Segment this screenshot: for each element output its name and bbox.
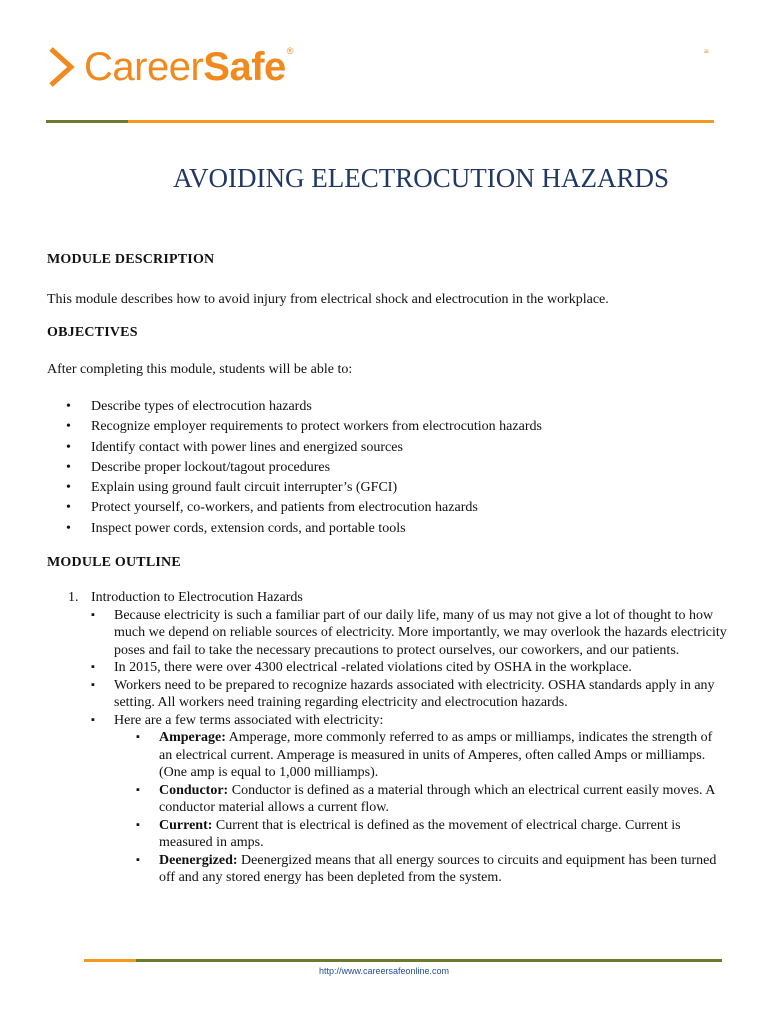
outline-point: ▪ Workers need to be prepared to recognize hazards associated with electricity. OSHA standards apply in any setting. All workers need training regarding electricity and electrocution hazards.	[91, 677, 715, 710]
term: Current:	[159, 817, 213, 833]
outline-point: ▪ Here are a few terms associated with electricity:	[91, 712, 384, 728]
list-item: • Describe types of electrocution hazards	[47, 397, 542, 417]
list-item: • Describe proper lockout/tagout procedures	[47, 458, 542, 478]
square-bullet-icon: ▪	[136, 818, 140, 831]
header-rule-green	[46, 120, 128, 123]
square-bullet-icon: ▪	[136, 853, 140, 866]
definition: Current that is electrical is defined as the movement of electrical charge. Current is measured in amps.	[159, 817, 681, 850]
careersafe-logo	[46, 42, 293, 92]
outline-item	[47, 589, 727, 607]
outline-number: 1.	[68, 590, 79, 605]
list-item: • Explain using ground fault circuit interrupter’s (GFCI)	[47, 478, 542, 498]
objectives-intro: After completing this module, students will be able to:	[47, 362, 353, 377]
module-description-text: This module describes how to avoid injury from electrical shock and electrocution in the workplace.	[47, 292, 609, 307]
module-outline-heading: MODULE OUTLINE	[47, 555, 181, 570]
footer-website-link[interactable]: http://www.careersafeonline.com	[318, 966, 450, 976]
header-rule-orange	[128, 120, 714, 123]
term-definition	[47, 782, 727, 817]
term-definition	[47, 817, 727, 852]
square-bullet-icon: ▪	[91, 661, 95, 673]
outline-point: ▪ Because electricity is such a familiar part of our daily life, many of us may not give a lot of thought to how much we depend on reliable sources of electricity. More importantly, we may overlook the hazards electricity poses and fail to take the necessary precautions to protect ourselves, our coworkers, and our patients.	[91, 607, 727, 658]
corner-mark: ≡	[704, 47, 709, 56]
term-definition	[47, 852, 727, 887]
list-item: • Identify contact with power lines and energized sources	[47, 438, 542, 458]
term: Deenergized:	[159, 852, 238, 868]
outline-item-label: Introduction to Electrocution Hazards	[91, 590, 303, 605]
square-bullet-icon: ▪	[91, 608, 95, 621]
objectives-list	[47, 397, 542, 539]
square-bullet-icon: ▪	[136, 731, 140, 743]
footer-rule-orange	[84, 959, 136, 962]
logo-wordmark: CareerSafe®	[84, 45, 293, 89]
term-definition	[47, 729, 727, 782]
term: Amperage:	[159, 730, 226, 745]
square-bullet-icon: ▪	[91, 678, 95, 691]
chevron-right-icon	[46, 45, 76, 89]
list-item: • Recognize employer requirements to protect workers from electrocution hazards	[47, 417, 542, 437]
definition: Deenergized means that all energy sources to circuits and equipment has been turned off and any stored energy has been depleted from the system.	[159, 852, 717, 885]
module-outline	[47, 589, 727, 887]
definition: Conductor is defined as a material through which an electrical current easily moves. A conductor material allows a current flow.	[159, 782, 715, 815]
objectives-heading: OBJECTIVES	[47, 325, 138, 340]
module-description-heading: MODULE DESCRIPTION	[47, 252, 215, 267]
outline-point: ▪ In 2015, there were over 4300 electrical -related violations cited by OSHA in the workplace.	[91, 660, 632, 675]
definition: Amperage, more commonly referred to as amps or milliamps, indicates the strength of an electrical current. Amperage is measured in units of Amperes, often called Amps or milliamps. (One amp is equal to 1,000 milliamps).	[159, 730, 713, 780]
square-bullet-icon: ▪	[91, 713, 95, 726]
list-item: • Protect yourself, co-workers, and patients from electrocution hazards	[47, 498, 542, 518]
term: Conductor:	[159, 782, 229, 798]
square-bullet-icon: ▪	[136, 783, 140, 796]
page-title: AVOIDING ELECTROCUTION HAZARDS	[173, 163, 669, 193]
footer-rule-green	[136, 959, 722, 962]
list-item: • Inspect power cords, extension cords, and portable tools	[47, 519, 542, 539]
